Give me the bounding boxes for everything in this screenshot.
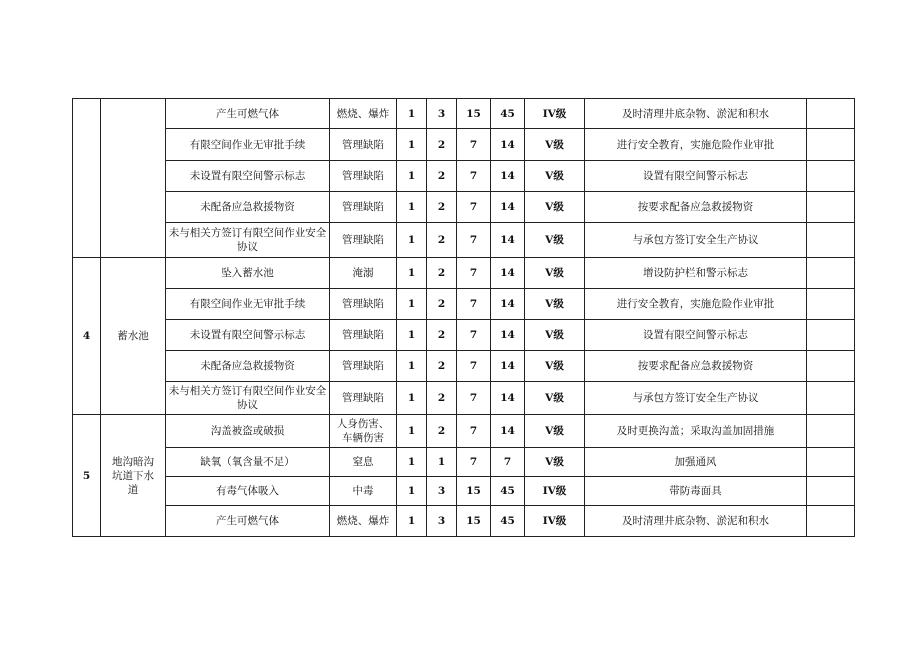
hazard-type-cell: 人身伤害、车辆伤害 [330,415,397,448]
control-measure-cell: 及时更换沟盖；采取沟盖加固措施 [585,415,807,448]
remark-cell [807,506,855,537]
risk-score-cell: 45 [491,506,525,537]
location-name-cell: 地沟暗沟坑道下水道 [101,415,166,537]
exposure-cell: 2 [427,258,457,289]
table-row [73,289,855,320]
risk-score-cell: 14 [491,192,525,223]
hazard-type-cell: 管理缺陷 [330,161,397,192]
risk-assessment-table [72,98,855,537]
consequence-cell: 7 [457,448,491,477]
table-row [73,415,855,448]
hazard-type-cell: 管理缺陷 [330,129,397,161]
risk-score-cell: 14 [491,415,525,448]
table-row [73,448,855,477]
risk-level-cell: IV级 [525,477,585,506]
remark-cell [807,448,855,477]
table-row [73,99,855,129]
hazard-cell: 有限空间作业无审批手续 [166,289,330,320]
likelihood-cell: 1 [397,477,427,506]
likelihood-cell: 1 [397,382,427,415]
hazard-type-cell: 窒息 [330,448,397,477]
location-name-cell [101,99,166,258]
hazard-cell: 有限空间作业无审批手续 [166,129,330,161]
hazard-type-cell: 管理缺陷 [330,289,397,320]
group-number-cell [73,99,101,258]
remark-cell [807,415,855,448]
consequence-cell: 15 [457,99,491,129]
risk-score-cell: 14 [491,223,525,258]
risk-level-cell: V级 [525,289,585,320]
hazard-cell: 沟盖被盗或破损 [166,415,330,448]
control-measure-cell: 设置有限空间警示标志 [585,320,807,351]
remark-cell [807,320,855,351]
consequence-cell: 7 [457,289,491,320]
control-measure-cell: 及时清理井底杂物、淤泥和积水 [585,99,807,129]
exposure-cell: 2 [427,192,457,223]
control-measure-cell: 及时清理井底杂物、淤泥和积水 [585,506,807,537]
risk-score-cell: 14 [491,289,525,320]
consequence-cell: 7 [457,161,491,192]
exposure-cell: 1 [427,448,457,477]
consequence-cell: 7 [457,223,491,258]
remark-cell [807,223,855,258]
exposure-cell: 2 [427,129,457,161]
table-row [73,161,855,192]
hazard-type-cell: 管理缺陷 [330,382,397,415]
hazard-type-cell: 淹溺 [330,258,397,289]
remark-cell [807,99,855,129]
hazard-type-cell: 管理缺陷 [330,192,397,223]
consequence-cell: 7 [457,129,491,161]
exposure-cell: 3 [427,506,457,537]
control-measure-cell: 设置有限空间警示标志 [585,161,807,192]
consequence-cell: 7 [457,415,491,448]
risk-score-cell: 45 [491,99,525,129]
exposure-cell: 2 [427,289,457,320]
risk-score-cell: 45 [491,477,525,506]
risk-level-cell: V级 [525,258,585,289]
remark-cell [807,161,855,192]
control-measure-cell: 进行安全教育，实施危险作业审批 [585,289,807,320]
remark-cell [807,192,855,223]
likelihood-cell: 1 [397,129,427,161]
hazard-cell: 坠入蓄水池 [166,258,330,289]
hazard-cell: 有毒气体吸入 [166,477,330,506]
risk-score-cell: 14 [491,320,525,351]
risk-level-cell: V级 [525,320,585,351]
likelihood-cell: 1 [397,99,427,129]
table-row [73,192,855,223]
risk-level-cell: V级 [525,223,585,258]
risk-level-cell: V级 [525,129,585,161]
risk-score-cell: 14 [491,351,525,382]
risk-level-cell: V级 [525,192,585,223]
hazard-type-cell: 燃烧、爆炸 [330,99,397,129]
remark-cell [807,382,855,415]
risk-level-cell: V级 [525,448,585,477]
hazard-cell: 未与相关方签订有限空间作业安全协议 [166,223,330,258]
likelihood-cell: 1 [397,192,427,223]
likelihood-cell: 1 [397,448,427,477]
risk-score-cell: 7 [491,448,525,477]
control-measure-cell: 增设防护栏和警示标志 [585,258,807,289]
likelihood-cell: 1 [397,161,427,192]
consequence-cell: 15 [457,506,491,537]
control-measure-cell: 按要求配备应急救援物资 [585,192,807,223]
control-measure-cell: 与承包方签订安全生产协议 [585,382,807,415]
risk-score-cell: 14 [491,382,525,415]
consequence-cell: 7 [457,382,491,415]
likelihood-cell: 1 [397,289,427,320]
consequence-cell: 15 [457,477,491,506]
hazard-cell: 未配备应急救援物资 [166,351,330,382]
hazard-type-cell: 管理缺陷 [330,351,397,382]
risk-level-cell: V级 [525,351,585,382]
table-row [73,477,855,506]
hazard-type-cell: 中毒 [330,477,397,506]
likelihood-cell: 1 [397,351,427,382]
consequence-cell: 7 [457,351,491,382]
control-measure-cell: 与承包方签订安全生产协议 [585,223,807,258]
risk-level-cell: IV级 [525,99,585,129]
risk-level-cell: V级 [525,415,585,448]
consequence-cell: 7 [457,192,491,223]
group-number-cell: 5 [73,415,101,537]
risk-level-cell: V级 [525,382,585,415]
exposure-cell: 2 [427,161,457,192]
hazard-cell: 产生可燃气体 [166,99,330,129]
table-row [73,382,855,415]
table-row [73,320,855,351]
table-row [73,258,855,289]
hazard-cell: 未设置有限空间警示标志 [166,161,330,192]
remark-cell [807,477,855,506]
likelihood-cell: 1 [397,223,427,258]
table-row [73,506,855,537]
exposure-cell: 2 [427,351,457,382]
remark-cell [807,129,855,161]
risk-score-cell: 14 [491,258,525,289]
hazard-type-cell: 燃烧、爆炸 [330,506,397,537]
hazard-cell: 未与相关方签订有限空间作业安全协议 [166,382,330,415]
risk-level-cell: IV级 [525,506,585,537]
exposure-cell: 2 [427,415,457,448]
likelihood-cell: 1 [397,415,427,448]
exposure-cell: 3 [427,99,457,129]
table-body [73,99,855,537]
likelihood-cell: 1 [397,258,427,289]
control-measure-cell: 进行安全教育，实施危险作业审批 [585,129,807,161]
location-name-cell: 蓄水池 [101,258,166,415]
risk-score-cell: 14 [491,161,525,192]
hazard-cell: 缺氧（氧含量不足） [166,448,330,477]
hazard-cell: 产生可燃气体 [166,506,330,537]
risk-score-cell: 14 [491,129,525,161]
risk-level-cell: V级 [525,161,585,192]
exposure-cell: 2 [427,223,457,258]
consequence-cell: 7 [457,258,491,289]
likelihood-cell: 1 [397,320,427,351]
control-measure-cell: 加强通风 [585,448,807,477]
table-row [73,129,855,161]
remark-cell [807,258,855,289]
exposure-cell: 3 [427,477,457,506]
hazard-cell: 未设置有限空间警示标志 [166,320,330,351]
table-row [73,351,855,382]
hazard-cell: 未配备应急救援物资 [166,192,330,223]
control-measure-cell: 按要求配备应急救援物资 [585,351,807,382]
remark-cell [807,351,855,382]
exposure-cell: 2 [427,382,457,415]
hazard-type-cell: 管理缺陷 [330,320,397,351]
exposure-cell: 2 [427,320,457,351]
table-row [73,223,855,258]
remark-cell [807,289,855,320]
group-number-cell: 4 [73,258,101,415]
control-measure-cell: 带防毒面具 [585,477,807,506]
likelihood-cell: 1 [397,506,427,537]
consequence-cell: 7 [457,320,491,351]
hazard-type-cell: 管理缺陷 [330,223,397,258]
